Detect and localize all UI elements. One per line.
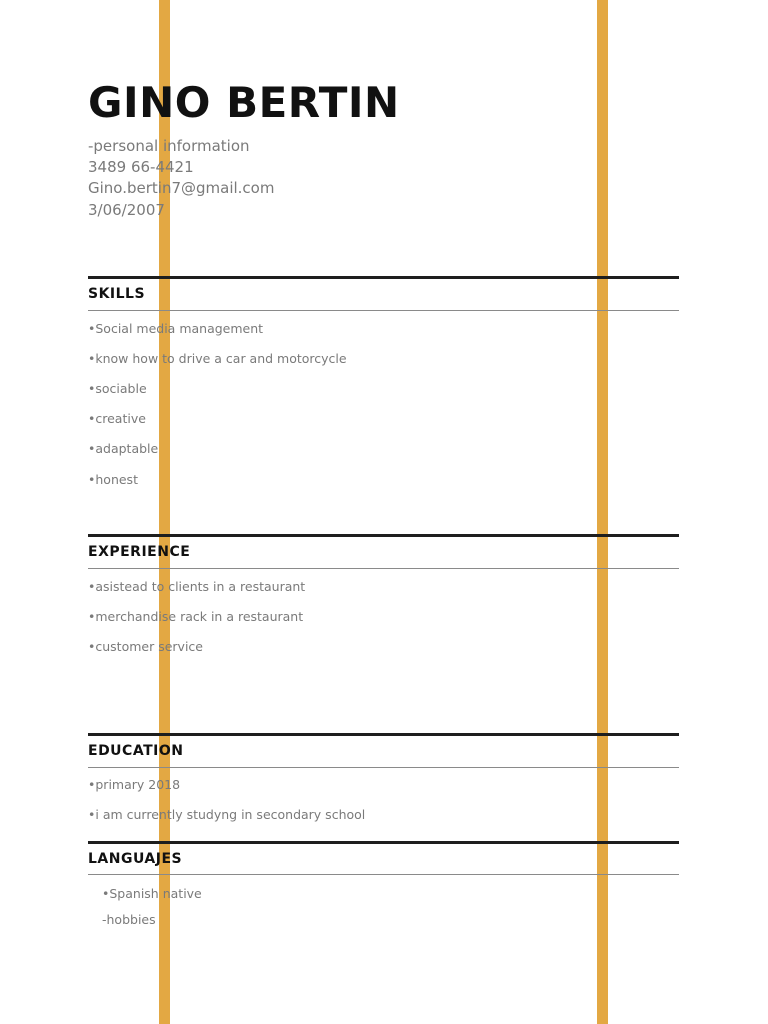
section-underline [88,568,679,569]
email-address: Gino.bertin7@gmail.com [88,179,275,197]
skill-item: •adaptable [88,441,159,456]
experience-item: •asistead to clients in a restaurant [88,579,306,594]
skill-item: •honest [88,472,138,487]
experience-heading: EXPERIENCE [88,544,191,560]
section-underline [88,767,679,768]
experience-item: •customer service [88,639,203,654]
personal-info-label: -personal information [88,137,250,155]
skill-item: •Social media management [88,321,264,336]
skill-item: •sociable [88,381,147,396]
section-divider [88,841,679,844]
phone-number: 3489 66-4421 [88,158,194,176]
education-heading: EDUCATION [88,743,184,759]
skill-item: •know how to drive a car and motorcycle [88,351,347,366]
section-divider [88,534,679,537]
section-divider [88,733,679,736]
education-item: •i am currently studyng in secondary school [88,807,366,822]
languages-heading: LANGUAJES [88,851,183,867]
language-item: •Spanish native [102,886,202,901]
section-underline [88,310,679,311]
birth-date: 3/06/2007 [88,201,165,219]
education-item: •primary 2018 [88,777,181,792]
experience-item: •merchandise rack in a restaurant [88,609,304,624]
section-underline [88,874,679,875]
section-divider [88,276,679,279]
hobbies-label: -hobbies [102,912,156,927]
resume-name: GINO BERTIN [88,78,400,127]
skill-item: •creative [88,411,146,426]
skills-heading: SKILLS [88,286,146,302]
